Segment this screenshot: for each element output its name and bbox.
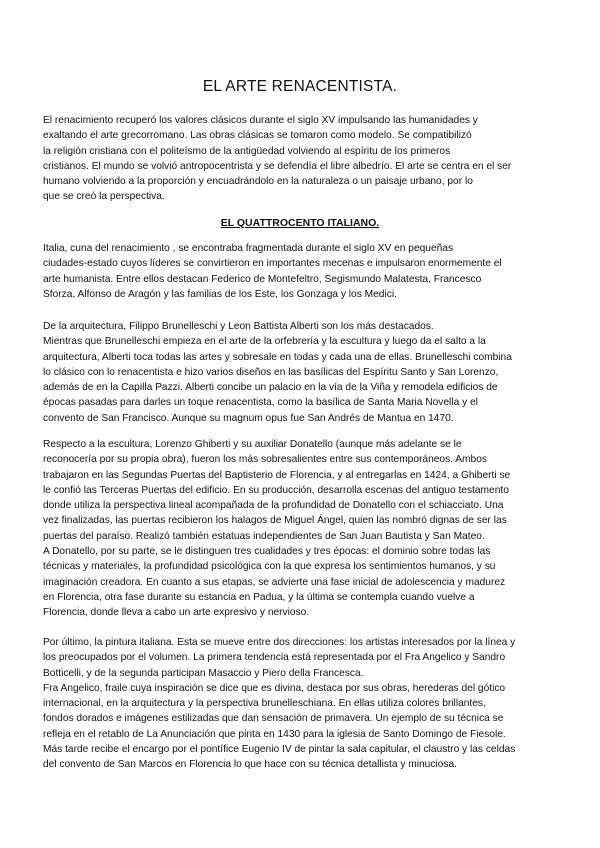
text-line: del convento de San Marcos en Florencia lo que hace con su técnica detallista y minuciosa.	[43, 759, 457, 771]
sculpture-paragraph	[43, 437, 563, 621]
text-line: fondos dorados e imágenes estilizadas que dan sensación de primavera. Un ejemplo de su técnica se	[43, 713, 504, 725]
text-line: en Florencia, otra fase durante su estancia en Padua, y la última se contempla cuando vuelve a	[43, 591, 475, 603]
text-line: imaginación creadora. En cuanto a sus etapas, se advierte una fase inicial de adolescencia y madurez	[43, 576, 506, 588]
italy-paragraph	[43, 241, 563, 302]
document-title: EL ARTE RENACENTISTA.	[202, 78, 398, 95]
text-line: arquitectura, Alberti toca todas las artes y sobresale en todas y cada una de ellas. Brunelleschi combina	[43, 351, 512, 363]
architecture-paragraph	[43, 319, 563, 426]
text-line: Italia, cuna del renacimiento , se encontraba fragmentada durante el siglo XV en pequeñas	[43, 243, 454, 254]
text-line: cristianos. El mundo se volvió antropocentrista y se defendía el libre albedrío. El arte se centra en el ser	[43, 160, 512, 172]
text-line: A Donatello, por su parte, se le distinguen tres cualidades y tres épocas: el dominio sobre todas las	[43, 546, 491, 558]
text-line: arte humanista. Entre ellos destacan Federico de Montefeltro, Segismundo Malatesta, Francesco	[43, 273, 482, 285]
text-line: le confió las Terceras Puertas del edificio. En su producción, desarrolla escenas del antiguo testamento	[43, 484, 509, 496]
text-line: la religión cristiana con el politeísmo de la antigüedad volviendo al espíritu de los primeros	[43, 145, 451, 157]
text-line: puertas del paraíso. Realizó también estatuas independientes de San Juan Bautista y San Mateo.	[43, 530, 485, 542]
text-line: internacional, en la arquitectura y la perspectiva brunelleschiana. En ellas utiliza colores brillantes,	[43, 698, 486, 710]
text-line: convento de San Francisco. Aunque su magnum opus fue San Andrés de Mantua en 1470.	[43, 412, 454, 424]
text-line: Por último, la pintura italiana. Esta se mueve entre dos direcciones: los artistas interesados por la línea y	[43, 637, 516, 648]
text-line: épocas pasadas para darles un toque renacentista, como la basílica de Santa Maria Novella y el	[43, 397, 478, 409]
text-line: los preocupados por el volumen. La primera tendencia está representada por el Fra Angelico y Sandro	[43, 652, 506, 664]
text-line: Florencia, donde lleva a cabo un arte expresivo y nervioso.	[43, 607, 310, 619]
text-line: refleja en el retablo de La Anunciación que pinta en 1430 para la iglesia de Santo Domingo de Fiesole.	[43, 728, 506, 740]
text-line: exaltando el arte grecorromano. Las obras clásicas se tomaron como modelo. Se compatibilizó	[43, 130, 472, 142]
text-line: trabajaron en las Segundas Puertas del Baptisterio de Florencia, y al entregarlas en 1424, a Ghiberti se	[43, 469, 511, 481]
text-line: vez finalizadas, las puertas recibieron los halagos de Miguel Ángel, quien las nombró dignas de ser las	[43, 515, 507, 527]
text-line: El renacimiento recuperó los valores clásicos durante el siglo XV impulsando las humanidades y	[43, 115, 478, 126]
text-line: lo clásico con lo renacentista e hizo varios diseños en las basílicas del Espíritu Santo y San Lorenzo,	[43, 366, 499, 378]
text-line: De la arquitectura, Filippo Brunelleschi y Leon Battista Alberti son los más destacados.	[43, 321, 434, 332]
text-line: técnicas y materiales, la profundidad psicológica con la que expresa los sentimientos humanos, y su	[43, 561, 496, 573]
text-line: Respecto a la escultura, Lorenzo Ghiberti y su auxiliar Donatello (aunque más adelante se le	[43, 439, 462, 450]
painting-paragraph	[43, 635, 563, 773]
intro-paragraph	[43, 113, 563, 205]
text-line: ciudades-estado cuyos líderes se convirtieron en importantes mecenas e impulsaron enormemente el	[43, 258, 502, 270]
text-line: Sforza, Alfonso de Aragón y las familias de los Este, los Gonzaga y los Medici.	[43, 288, 397, 300]
text-line: Botticelli, y de la segunda participan Masaccio y Piero della Francesca.	[43, 667, 364, 679]
text-line: reconocería por su propia obra), fueron los más sobresalientes entre sus contemporáneos. Ambos	[43, 454, 487, 466]
text-line: Más tarde recibe el encargo por el pontífice Eugenio IV de pintar la sala capitular, el claustro y las celdas	[43, 744, 516, 756]
text-line: además de en la Capilla Pazzi. Alberti concibe un palacio en la vía de la Viña y remodela edificios de	[43, 382, 498, 394]
text-line: humano volviendo a la proporción y encuadrándolo en la naturaleza o un paisaje urbano, por lo	[43, 176, 473, 188]
text-line: que se creó la perspectiva.	[43, 191, 165, 203]
section-heading: EL QUATTROCENTO ITALIANO.	[220, 217, 380, 229]
text-line: Fra Angelico, fraile cuya inspiración se dice que es divina, destaca por sus obras, herederas del gótico	[43, 682, 506, 694]
text-line: Mientras que Brunelleschi empieza en el arte de la orfebrería y la escultura y luego da el salto a la	[43, 336, 486, 348]
text-line: donde utiliza la perspectiva lineal acompañada de la profundidad de Donatello con el schiacciato. Una	[43, 500, 504, 512]
